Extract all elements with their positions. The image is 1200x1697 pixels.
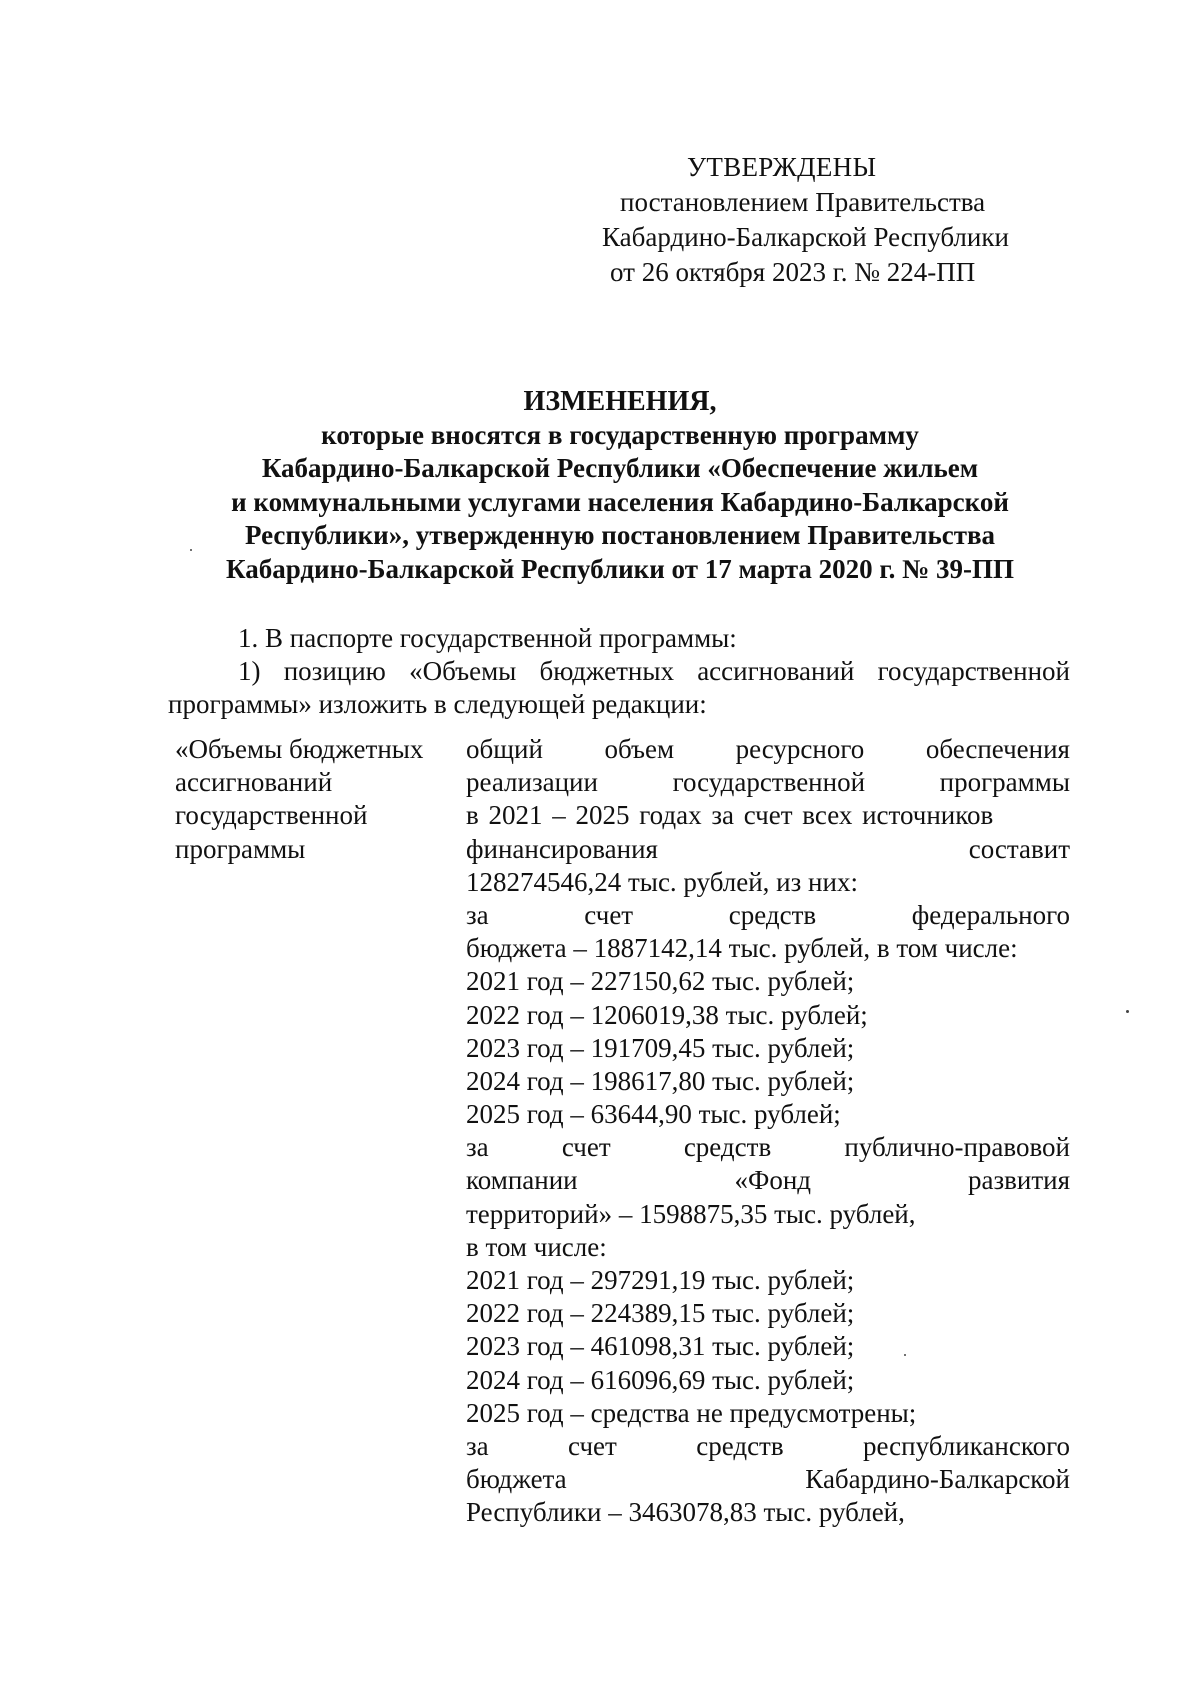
heading-line: и коммунальными услугами населения Кабардино-Балкарской [231,486,1009,517]
right-cell-line: 128274546,24 тыс. рублей, из них: [466,866,858,897]
right-cell-line: Республики – 3463078,83 тыс. рублей, [466,1497,905,1528]
word: обеспечения [925,734,1070,764]
approval-line-1: постановлением Правительства [620,187,986,217]
right-cell-line: в том числе: [466,1231,607,1262]
word: реализации [466,767,598,798]
word: за [466,1132,489,1163]
approval-line-2: Кабардино-Балкарской Республики [602,222,1009,252]
word: «Фонд [734,1165,812,1196]
word: компании [466,1165,578,1196]
approval-line-3: от 26 октября 2023 г. № 224-ПП [610,257,976,287]
heading-line: Кабардино-Балкарской Республики «Обеспечение жильем [261,453,979,483]
scan-speck [190,549,192,551]
right-cell-line: в 2021 – 2025 годах за счет всех источников [466,800,994,831]
word: финансирования [466,833,658,864]
heading-line: Кабардино-Балкарской Республики от 17 марта 2020 г. № 39-ПП [225,553,1015,584]
word: общий [466,734,543,764]
word: ресурсного [735,734,865,764]
word: средств [683,1132,772,1163]
left-cell-line: ассигнований [175,767,333,798]
item-1-1-paragraph: 1) позицию «Объемы бюджетных ассигнований государственной программы» изложить в следующей редакции: [168,656,1070,719]
heading-line: которые вносятся в государственную программу [321,419,919,450]
word: за [466,899,489,930]
federal-year-line: 2022 год – 1206019,38 тыс. рублей; [466,999,868,1030]
scan-speck [904,1354,906,1356]
word: республиканского [862,1430,1070,1461]
fund-year-line: 2022 год – 224389,15 тыс. рублей; [466,1298,855,1329]
right-cell-line [466,1164,1070,1197]
fund-year-line: 2025 год – средства не предусмотрены; [466,1397,917,1428]
right-cell-line [466,1131,1070,1164]
right-cell-line [466,1463,1070,1496]
federal-year-line: 2023 год – 191709,45 тыс. рублей; [466,1032,855,1063]
federal-year-line: 2024 год – 198617,80 тыс. рублей; [466,1065,855,1096]
word: составит [968,833,1070,864]
fund-year-line: 2023 год – 461098,31 тыс. рублей; [466,1331,855,1362]
right-cell-line [466,766,1070,799]
scan-speck [1126,1010,1129,1013]
federal-year-line: 2025 год – 63644,90 тыс. рублей; [466,1099,841,1130]
fund-year-line: 2024 год – 616096,69 тыс. рублей; [466,1364,855,1395]
right-cell-line [466,733,1070,766]
word: федерального [911,899,1070,930]
word: публично-правовой [844,1132,1070,1163]
word: программы [939,767,1070,798]
approval-title: УТВЕРЖДЕНЫ [687,152,877,182]
item-1-paragraph: 1. В паспорте государственной программы: [238,623,737,653]
right-cell-line: территорий» – 1598875,35 тыс. рублей, [466,1198,916,1229]
table-right-cell [466,733,1070,1530]
document-heading [150,385,1090,586]
right-cell-line [466,833,1070,866]
right-cell-line [466,1430,1070,1463]
word: счет [584,899,634,930]
word: бюджета [466,1464,567,1495]
word: счет [568,1430,617,1461]
word: объем [604,734,675,764]
right-cell-line [466,899,1070,932]
word: Кабардино-Балкарской [805,1464,1070,1495]
word: средств [728,899,817,930]
left-cell-line: государственной [175,800,368,831]
word: государственной [672,767,866,798]
left-cell-line: «Объемы бюджетных [175,734,424,764]
federal-year-line: 2021 год – 227150,62 тыс. рублей; [466,966,855,997]
right-cell-line: бюджета – 1887142,14 тыс. рублей, в том числе: [466,933,1018,964]
fund-year-line: 2021 год – 297291,19 тыс. рублей; [466,1265,855,1295]
word: счет [561,1132,611,1163]
heading-title: ИЗМЕНЕНИЯ, [523,386,717,417]
heading-line: Республики», утвержденную постановлением Правительства [244,520,996,550]
word: средств [696,1430,784,1461]
word: за [466,1430,489,1461]
budget-table [175,733,1070,1528]
word: развития [967,1165,1070,1196]
table-left-cell [175,733,445,866]
left-cell-line: программы [175,833,306,864]
